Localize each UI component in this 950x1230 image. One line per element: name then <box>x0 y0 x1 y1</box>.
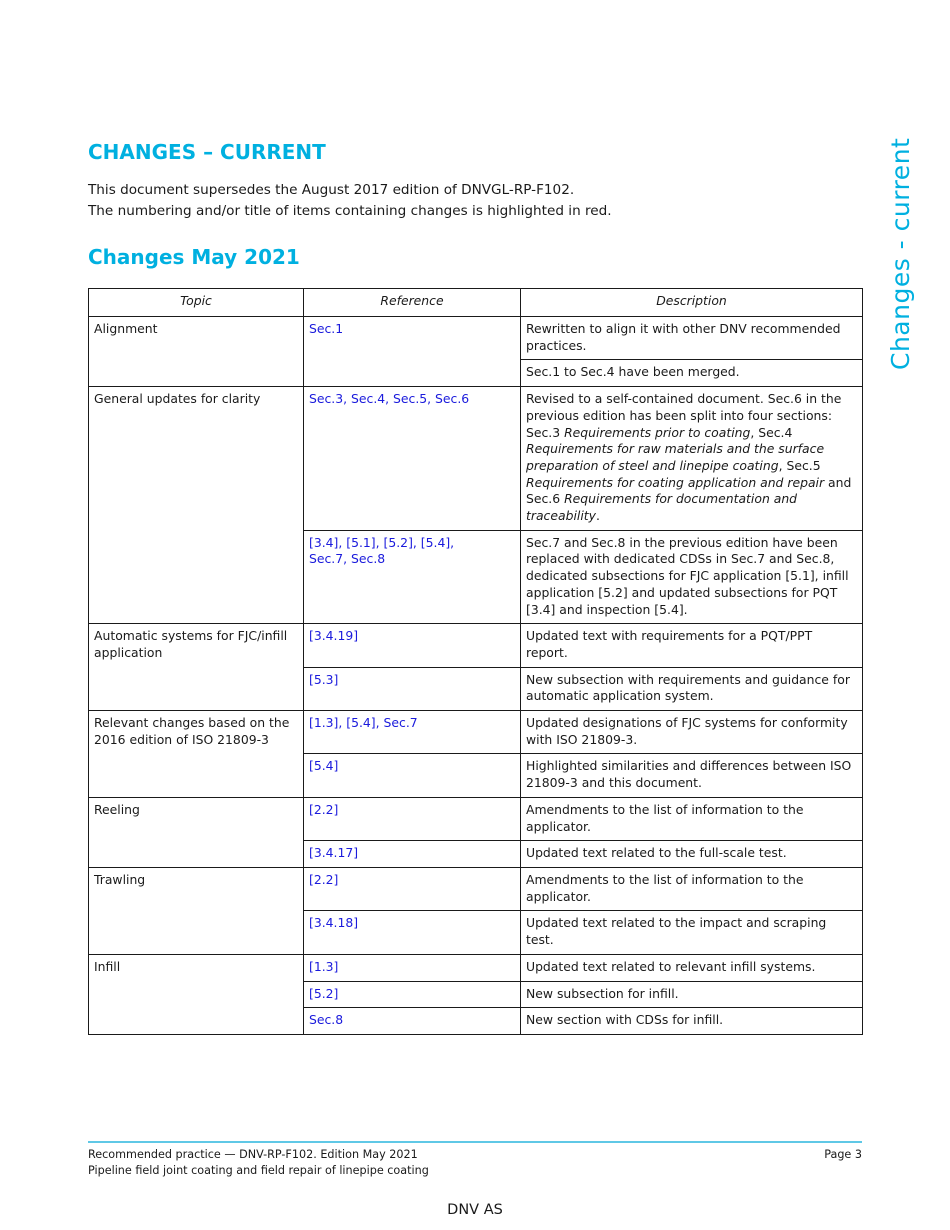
table-row <box>89 387 863 531</box>
description-italic: Requirements for documentation and traceability <box>526 491 798 524</box>
description-italic: Requirements for raw materials and the surface preparation of steel and linepipe coating <box>526 441 825 473</box>
description-cell: Updated text related to the impact and scraping test. <box>521 911 863 954</box>
header-description: Description <box>521 289 863 317</box>
footer-document-info <box>88 1147 429 1179</box>
reference-cell <box>304 624 521 667</box>
reference-link[interactable]: Sec.5 <box>393 391 428 407</box>
description-cell: Updated text related to relevant infill systems. <box>521 954 863 981</box>
changes-subheading: Changes May 2021 <box>88 245 300 269</box>
topic-cell: Trawling <box>89 867 304 954</box>
description-cell <box>521 387 863 531</box>
reference-cell <box>304 841 521 868</box>
reference-cell <box>304 954 521 981</box>
reference-cell <box>304 1008 521 1035</box>
reference-link[interactable]: [5.4] <box>346 715 376 731</box>
topic-cell: Alignment <box>89 317 304 387</box>
table-row <box>89 867 863 910</box>
reference-cell <box>304 797 521 840</box>
reference-link[interactable]: [3.4.18] <box>309 915 359 931</box>
description-italic: Requirements prior to coating <box>564 424 751 440</box>
reference-link[interactable]: [2.2] <box>309 801 339 817</box>
description-cell: Amendments to the list of information to the applicator. <box>521 797 863 840</box>
topic-cell: Relevant changes based on the 2016 edition of ISO 21809-3 <box>89 711 304 798</box>
reference-cell <box>304 867 521 910</box>
description-text: Revised to a self-contained document. Sec.6 in the previous edition has been split into four sections: Sec.3 <box>526 391 842 440</box>
reference-link[interactable]: [5.2] <box>383 534 413 550</box>
footer-document-title: Pipeline field joint coating and field repair of linepipe coating <box>88 1164 429 1177</box>
reference-link[interactable]: Sec.3 <box>309 391 344 407</box>
description-cell: Amendments to the list of information to the applicator. <box>521 867 863 910</box>
table-header-row <box>89 289 863 317</box>
intro-text <box>88 180 612 222</box>
description-cell: Highlighted similarities and differences between ISO 21809-3 and this document. <box>521 754 863 797</box>
description-cell: Updated text with requirements for a PQT/PPT report. <box>521 624 863 667</box>
reference-link[interactable]: [3.4] <box>309 534 339 550</box>
reference-link[interactable]: [5.2] <box>309 985 339 1001</box>
topic-cell: Reeling <box>89 797 304 867</box>
topic-cell: Infill <box>89 954 304 1034</box>
reference-link[interactable]: [5.1] <box>346 534 376 550</box>
description-text: . <box>595 508 600 524</box>
intro-line-2: The numbering and/or title of items containing changes is highlighted in red. <box>88 203 612 219</box>
reference-link[interactable]: Sec.7 <box>309 551 344 567</box>
description-cell: Sec.1 to Sec.4 have been merged. <box>521 360 863 387</box>
description-cell: Updated designations of FJC systems for conformity with ISO 21809-3. <box>521 711 863 754</box>
reference-link[interactable]: Sec.4 <box>351 391 386 407</box>
description-italic: Requirements for coating application and repair <box>526 474 825 490</box>
reference-cell: [3.4], [5.1], [5.2], [5.4], Sec.7, Sec.8 <box>304 530 521 624</box>
reference-link[interactable]: [5.4] <box>309 758 339 774</box>
description-cell: Sec.7 and Sec.8 in the previous edition have been replaced with dedicated CDSs in Sec.7 and Sec.8, dedicated subsections for FJC application [5.1], infill application [5.2] and updated subsections for PQT [3.4] and inspection [5.4]. <box>521 530 863 624</box>
header-topic: Topic <box>89 289 304 317</box>
footer-edition: Recommended practice — DNV-RP-F102. Edition May 2021 <box>88 1148 418 1161</box>
reference-link[interactable]: [1.3] <box>309 958 339 974</box>
reference-link[interactable]: [3.4.17] <box>309 845 359 861</box>
reference-cell <box>304 911 521 954</box>
description-cell: New subsection with requirements and guidance for automatic application system. <box>521 667 863 710</box>
reference-link[interactable]: [2.2] <box>309 871 339 887</box>
reference-link[interactable]: [5.3] <box>309 671 339 687</box>
reference-cell <box>304 981 521 1008</box>
table-row <box>89 317 863 360</box>
reference-cell <box>304 667 521 710</box>
description-text: , Sec.4 <box>750 424 793 440</box>
description-cell: Rewritten to align it with other DNV recommended practices. <box>521 317 863 360</box>
reference-link[interactable]: Sec.8 <box>309 1012 344 1028</box>
side-section-title: Changes - current <box>886 137 915 370</box>
table-row <box>89 954 863 981</box>
description-cell: Updated text related to the full-scale test. <box>521 841 863 868</box>
reference-cell: [1.3], [5.4], Sec.7 <box>304 711 521 754</box>
description-text: , Sec.5 <box>778 457 821 473</box>
page-heading: CHANGES – CURRENT <box>88 140 326 164</box>
table-row <box>89 797 863 840</box>
reference-cell: Sec.3, Sec.4, Sec.5, Sec.6 <box>304 387 521 531</box>
reference-link[interactable]: [5.4] <box>420 534 451 550</box>
intro-line-1: This document supersedes the August 2017 edition of DNVGL-RP-F102. <box>88 182 575 198</box>
reference-link[interactable]: [3.4.19] <box>309 628 359 644</box>
reference-link[interactable]: Sec.8 <box>351 551 386 567</box>
reference-link[interactable]: Sec.7 <box>383 715 418 731</box>
topic-cell: Automatic systems for FJC/infill application <box>89 624 304 711</box>
reference-cell <box>304 317 521 387</box>
table-row <box>89 624 863 667</box>
reference-link[interactable]: Sec.6 <box>435 391 470 407</box>
description-cell: New section with CDSs for infill. <box>521 1008 863 1035</box>
description-text: and Sec.6 <box>526 474 852 507</box>
footer-divider <box>88 1141 862 1143</box>
page-number: Page 3 <box>824 1148 862 1161</box>
description-cell: New subsection for infill. <box>521 981 863 1008</box>
reference-link[interactable]: Sec.1 <box>309 321 344 336</box>
header-reference: Reference <box>304 289 521 317</box>
topic-cell: General updates for clarity <box>89 387 304 624</box>
changes-table <box>88 288 863 1035</box>
table-row <box>89 711 863 754</box>
company-name: DNV AS <box>447 1202 503 1218</box>
reference-link[interactable]: [1.3] <box>309 715 339 731</box>
reference-cell <box>304 754 521 797</box>
